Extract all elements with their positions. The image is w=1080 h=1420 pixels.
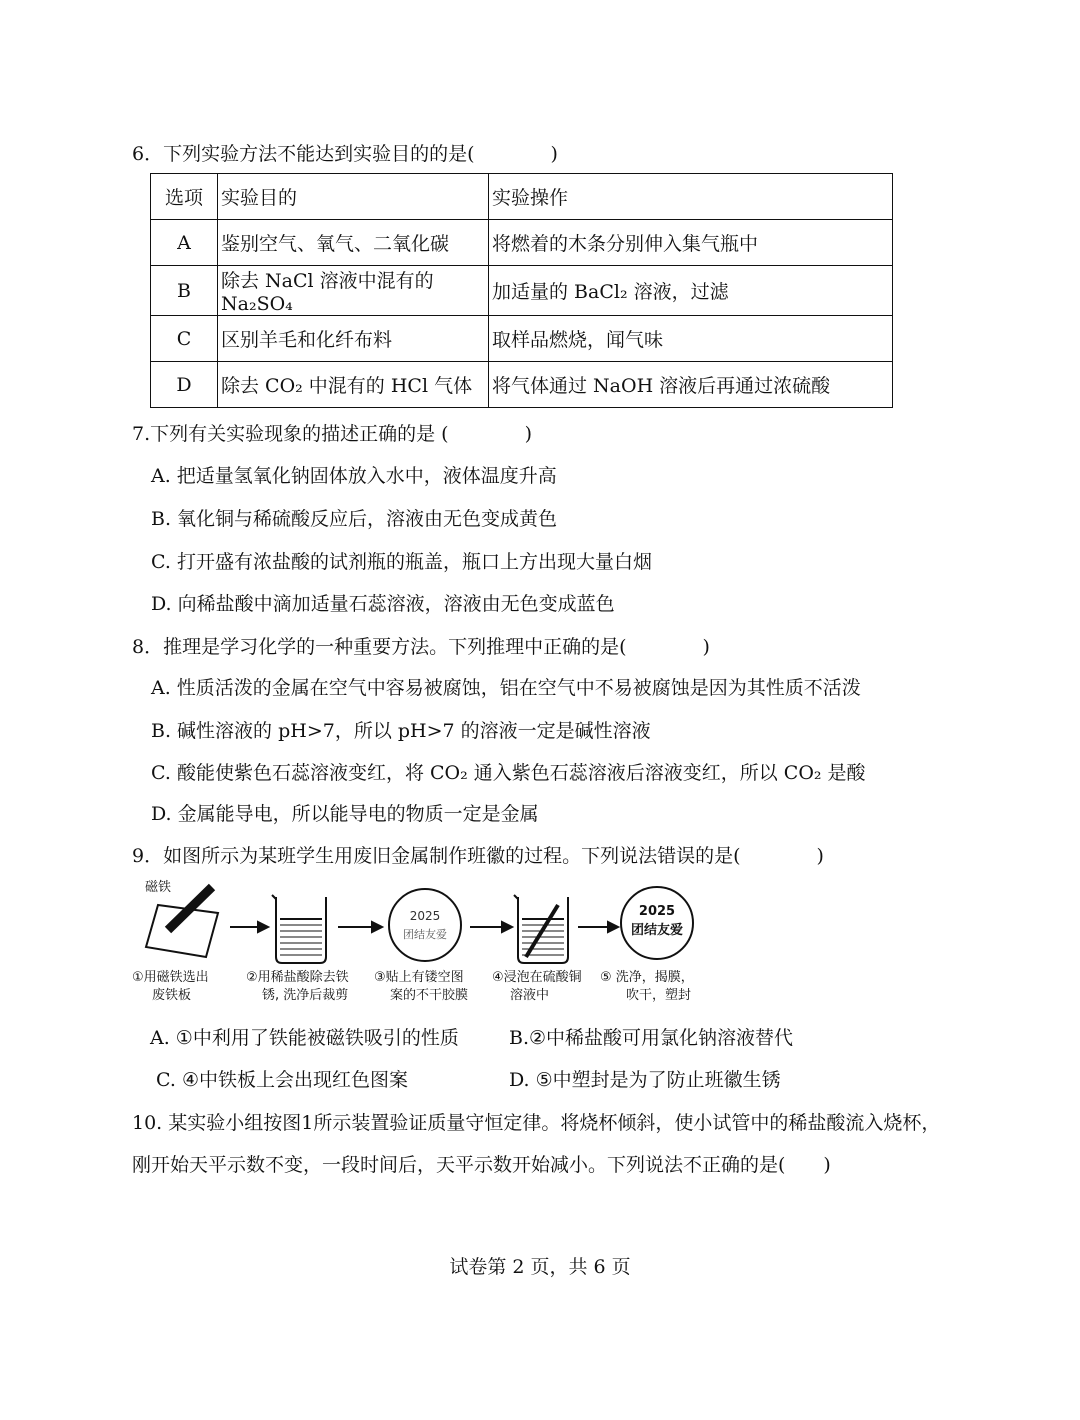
beaker-icon	[272, 895, 326, 963]
q8-option-d: D. 金属能导电，所以能导电的物质一定是金属	[151, 803, 539, 825]
q7-option-c: C. 打开盛有浓盐酸的试剂瓶的瓶盖，瓶口上方出现大量白烟	[151, 551, 652, 573]
row-option: A	[151, 220, 218, 266]
arrow-icon	[338, 922, 382, 932]
q7-stem: 7.下列有关实验现象的描述正确的是 ( )	[132, 423, 532, 445]
q7-option-b: B. 氧化铜与稀硫酸反应后，溶液由无色变成黄色	[151, 508, 558, 530]
arrow-icon	[470, 922, 512, 932]
badge-text: 团结友爱	[630, 923, 684, 938]
caption-step-5-line2: 吹干，塑封	[626, 988, 692, 1003]
header-operation: 实验操作	[489, 174, 893, 220]
q9-option-a: A. ①中利用了铁能被磁铁吸引的性质	[150, 1027, 459, 1049]
q7-option-d: D. 向稀盐酸中滴加适量石蕊溶液，溶液由无色变成蓝色	[151, 593, 615, 615]
badge-process-figure	[130, 875, 850, 1015]
q8-stem: 8．推理是学习化学的一种重要方法。下列推理中正确的是( )	[132, 636, 710, 658]
caption-step-4: ④浸泡在硫酸铜	[492, 970, 582, 985]
q8-option-a: A. 性质活泼的金属在空气中容易被腐蚀，铝在空气中不易被腐蚀是因为其性质不活泼	[151, 677, 861, 699]
row-option: D	[151, 362, 218, 408]
table-row	[151, 266, 893, 316]
q9-stem: 9．如图所示为某班学生用废旧金属制作班徽的过程。下列说法错误的是( )	[132, 845, 824, 867]
arrow-icon	[578, 922, 618, 932]
arrow-icon	[230, 922, 268, 932]
table-row	[151, 316, 893, 362]
table-row	[151, 362, 893, 408]
badge-text-faint: 团结友爱	[403, 928, 447, 941]
q9-option-b: B.②中稀盐酸可用氯化钠溶液替代	[509, 1027, 794, 1049]
magnet-label: 磁铁	[145, 880, 172, 895]
row-goal: 除去 NaCl 溶液中混有的 Na₂SO₄	[218, 266, 489, 316]
caption-step-4-line2: 溶液中	[510, 988, 550, 1003]
caption-step-5: ⑤ 洗净，揭膜，	[600, 970, 694, 985]
caption-step-3: ③贴上有镂空图	[374, 970, 464, 985]
badge-year: 2025	[638, 904, 676, 919]
row-operation: 取样品燃烧，闻气味	[489, 316, 893, 362]
row-operation: 将气体通过 NaOH 溶液后再通过浓硫酸	[489, 362, 893, 408]
table-header-row	[151, 174, 893, 220]
q6-table	[150, 173, 893, 408]
page-footer: 试卷第 2 页，共 6 页	[449, 1256, 631, 1278]
q8-option-b: B. 碱性溶液的 pH>7，所以 pH>7 的溶液一定是碱性溶液	[151, 720, 651, 742]
caption-step-3-line2: 案的不干胶膜	[390, 988, 469, 1003]
row-goal: 区别羊毛和化纤布料	[218, 316, 489, 362]
q10-stem-line1: 10. 某实验小组按图1所示装置验证质量守恒定律。将烧杯倾斜，使小试管中的稀盐酸流入烧杯，	[132, 1112, 941, 1134]
caption-step-1-line2: 废铁板	[152, 988, 192, 1003]
row-option: C	[151, 316, 218, 362]
header-goal: 实验目的	[218, 174, 489, 220]
badge-year-faint: 2025	[409, 909, 441, 923]
caption-step-1: ①用磁铁选出	[132, 970, 209, 985]
q9-option-c: C. ④中铁板上会出现红色图案	[156, 1069, 408, 1091]
row-operation: 将燃着的木条分别伸入集气瓶中	[489, 220, 893, 266]
beaker-icon	[514, 895, 568, 963]
row-option: B	[151, 266, 218, 316]
q8-option-c: C. 酸能使紫色石蕊溶液变红，将 CO₂ 通入紫色石蕊溶液后溶液变红，所以 CO₂ 是酸	[151, 762, 866, 784]
header-option: 选项	[151, 174, 218, 220]
q6-stem: 6．下列实验方法不能达到实验目的的是( )	[132, 143, 558, 165]
caption-step-2-line2: 锈, 洗净后裁剪	[262, 988, 349, 1003]
table-row	[151, 220, 893, 266]
q10-stem-line2: 刚开始天平示数不变，一段时间后，天平示数开始减小。下列说法不正确的是( )	[132, 1154, 831, 1176]
q7-option-a: A. 把适量氢氧化钠固体放入水中，液体温度升高	[151, 465, 557, 487]
row-operation: 加适量的 BaCl₂ 溶液，过滤	[489, 266, 893, 316]
q9-option-d: D. ⑤中塑封是为了防止班徽生锈	[509, 1069, 781, 1091]
caption-step-2: ②用稀盐酸除去铁	[246, 970, 349, 985]
row-goal: 除去 CO₂ 中混有的 HCl 气体	[218, 362, 489, 408]
row-goal: 鉴别空气、氧气、二氧化碳	[218, 220, 489, 266]
magnet-icon	[168, 887, 212, 930]
badge-film-circle	[389, 889, 461, 961]
